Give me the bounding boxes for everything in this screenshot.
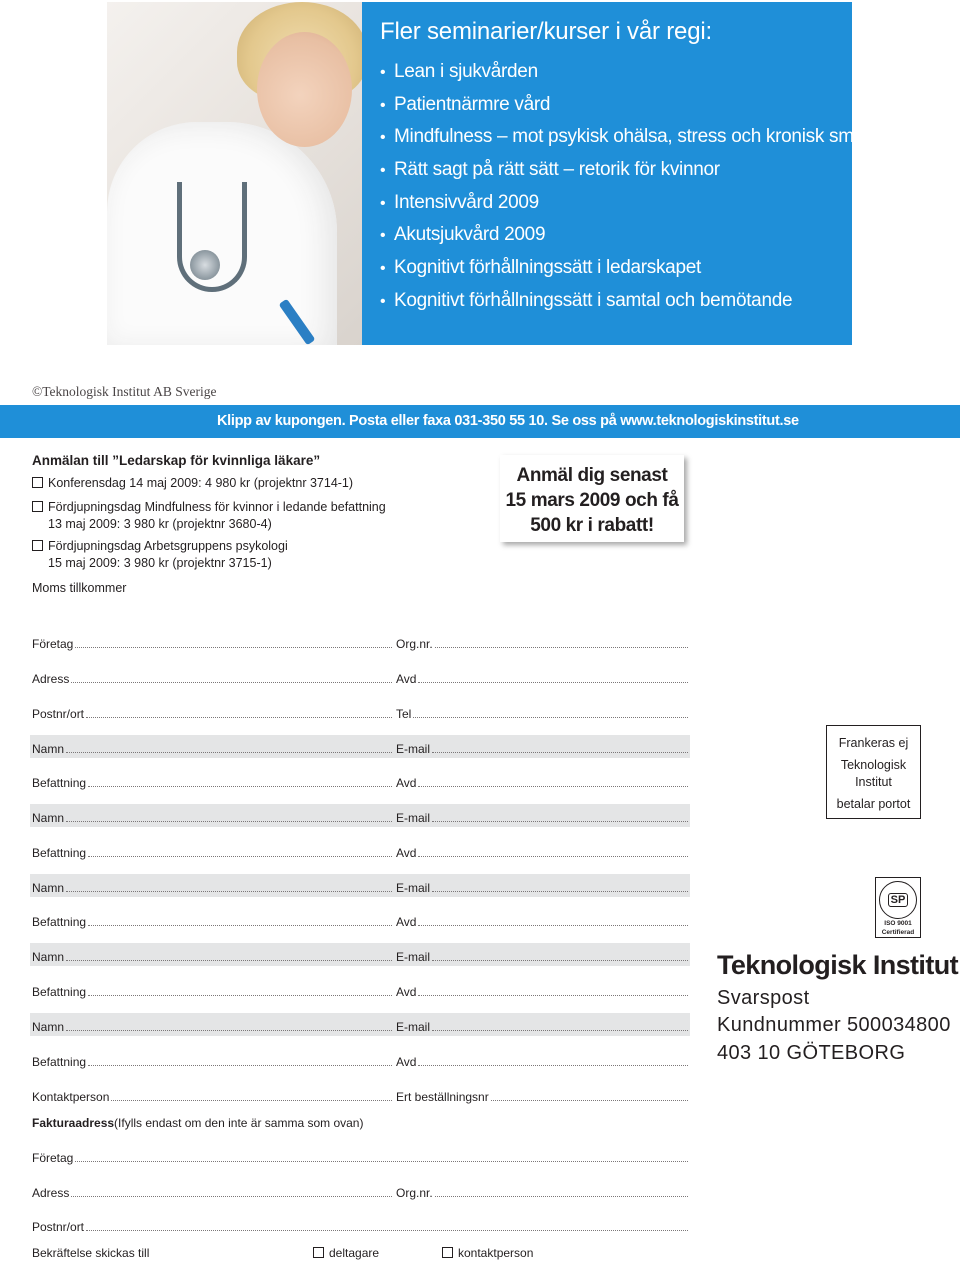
bullet-icon: • — [380, 129, 386, 147]
name-field[interactable]: Namn — [32, 738, 392, 756]
doctor-photo — [107, 2, 362, 345]
phone-field[interactable]: Tel — [396, 703, 688, 721]
stethoscope-chest-piece — [190, 250, 220, 280]
checkbox[interactable] — [32, 477, 43, 488]
option-arbetsgruppens-psykologi[interactable]: Fördjupningsdag Arbetsgruppens psykologi 15 maj 2009: 3 980 kr (projektnr 3715-1) — [32, 538, 288, 572]
seminar-item: • Patientnärmre vård — [380, 89, 852, 122]
recipient-name: Teknologisk Institut — [717, 950, 959, 980]
seminar-item: • Kognitivt förhållningssätt i samtal och bemötande — [380, 285, 852, 318]
department-field[interactable]: Avd — [396, 668, 688, 686]
iso-certification-badge: SP ISO 9001 Certifierad — [875, 877, 921, 938]
invoice-postcode-city-field[interactable]: Postnr/ort — [32, 1216, 688, 1234]
checkbox[interactable] — [32, 540, 43, 551]
invoice-address-field[interactable]: Adress — [32, 1182, 392, 1200]
email-field[interactable]: E-mail — [396, 877, 688, 895]
email-field[interactable]: E-mail — [396, 1016, 688, 1034]
email-field[interactable]: E-mail — [396, 738, 688, 756]
bullet-icon: • — [380, 64, 386, 81]
email-field[interactable]: E-mail — [396, 807, 688, 825]
copyright: ©Teknologisk Institut AB Sverige — [32, 384, 217, 399]
option-konferensdag[interactable]: Konferensdag 14 maj 2009: 4 980 kr (projektnr 3714-1) — [32, 475, 353, 492]
recipient-postcode-city: 403 10 GÖTEBORG — [717, 1042, 906, 1064]
position-field[interactable]: Befattning — [32, 1051, 392, 1069]
discount-callout: Anmäl dig senast 15 mars 2009 och få 500 kr i rabatt! — [500, 455, 684, 542]
seminar-item: • Rätt sagt på rätt sätt – retorik för kvinnor — [380, 154, 852, 187]
name-field[interactable]: Namn — [32, 946, 392, 964]
face — [257, 32, 352, 147]
department-field[interactable]: Avd — [396, 772, 688, 790]
bullet-icon: • — [380, 96, 386, 114]
invoice-address-heading: Fakturaadress (Ifylls endast om den inte är samma som ovan) — [32, 1116, 364, 1130]
bullet-icon: • — [380, 194, 386, 212]
position-field[interactable]: Befattning — [32, 911, 392, 929]
option-mindfulness[interactable]: Fördjupningsdag Mindfulness för kvinnor i ledande befattning 13 maj 2009: 3 980 kr (projektnr 3680-4) — [32, 499, 386, 533]
department-field[interactable]: Avd — [396, 981, 688, 999]
recipient-line: Svarspost — [717, 987, 810, 1009]
vat-note: Moms tillkommer — [32, 581, 127, 595]
department-field[interactable]: Avd — [396, 911, 688, 929]
address-field[interactable]: Adress — [32, 668, 392, 686]
order-number-field[interactable]: Ert beställningsnr — [396, 1086, 688, 1104]
seminar-list — [380, 56, 886, 318]
invoice-company-field[interactable]: Företag — [32, 1147, 688, 1165]
org-nr-field[interactable]: Org.nr. — [396, 633, 688, 651]
position-field[interactable]: Befattning — [32, 772, 392, 790]
company-field[interactable]: Företag — [32, 633, 392, 651]
seminar-item: • Akutsjukvård 2009 — [380, 219, 852, 252]
email-field[interactable]: E-mail — [396, 946, 688, 964]
position-field[interactable]: Befattning — [32, 842, 392, 860]
sp-seal-icon: SP — [879, 881, 917, 919]
seminar-item: • Mindfulness – mot psykisk ohälsa, stress och kronisk smärta — [380, 121, 852, 154]
seminar-panel — [362, 2, 886, 345]
cut-band — [0, 405, 960, 438]
confirm-participant-option[interactable]: deltagare — [313, 1246, 379, 1260]
checkbox[interactable] — [32, 501, 43, 512]
postage-box: Frankeras ej Teknologisk Institut betalar portot — [826, 725, 921, 819]
name-field[interactable]: Namn — [32, 1016, 392, 1034]
postcode-city-field[interactable]: Postnr/ort — [32, 703, 392, 721]
bullet-icon: • — [380, 260, 386, 278]
bullet-icon: • — [380, 292, 386, 310]
name-field[interactable]: Namn — [32, 807, 392, 825]
cut-instructions: Klipp av kupongen. Posta eller faxa 031-350 55 10. Se oss på www.teknologiskinstitut.se — [217, 413, 799, 429]
panel-title: Fler seminarier/kurser i vår regi: — [380, 18, 712, 45]
checkbox[interactable] — [313, 1247, 324, 1258]
seminar-item: • Lean i sjukvården — [380, 56, 852, 89]
department-field[interactable]: Avd — [396, 1051, 688, 1069]
checkbox[interactable] — [442, 1247, 453, 1258]
position-field[interactable]: Befattning — [32, 981, 392, 999]
name-field[interactable]: Namn — [32, 877, 392, 895]
bullet-icon: • — [380, 227, 386, 245]
department-field[interactable]: Avd — [396, 842, 688, 860]
seminar-item: • Intensivvård 2009 — [380, 187, 852, 220]
confirm-contact-option[interactable]: kontaktperson — [442, 1246, 533, 1260]
recipient-customer-number: Kundnummer 500034800 — [717, 1014, 951, 1036]
seminar-item: • Kognitivt förhållningssätt i ledarskapet — [380, 252, 852, 285]
contact-person-field[interactable]: Kontaktperson — [32, 1086, 392, 1104]
website-link[interactable]: www.teknologiskinstitut.se — [620, 413, 799, 429]
bullet-icon: • — [380, 162, 386, 180]
course-title: Anmälan till ”Ledarskap för kvinnliga läkare” — [32, 453, 321, 468]
invoice-org-nr-field[interactable]: Org.nr. — [396, 1182, 688, 1200]
confirmation-label: Bekräftelse skickas till — [32, 1246, 150, 1260]
